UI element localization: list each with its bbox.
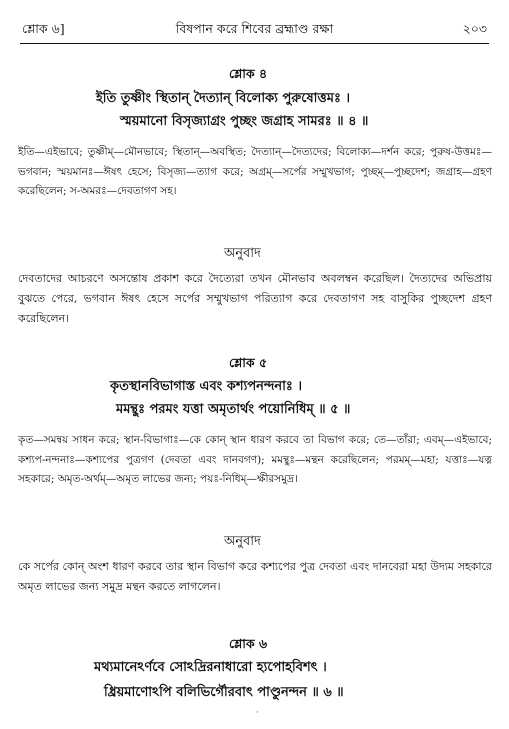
verse-4-line-2: স্ময়মানো বিসৃজ্যাগ্রং পুচ্ছং জগ্রাহ সামরঃ ॥ ৪ ॥ [120,114,369,129]
verse-4-title: শ্লোক ৪ [229,66,268,81]
page-number: ২০৩ [462,21,487,36]
verse-5-line-2: মমন্থুঃ পরমং যত্তা অমৃতার্থং পয়োনিধিম্ ॥ ৫ ॥ [116,402,351,417]
verse-5-synonyms: কৃত—সমন্বয় সাধন করে; স্থান-বিভাগাঃ—কে কোন্ স্থান ধারণ করবে তা বিভাগ করে; তে—তাঁরা; এবম্—এইভাবে; কশ্যপ-নন্দনাঃ—কশ্যপের পুত্রগণ (দেবতা এবং দানবগণ); মমন্থুঃ—মন্থন করেছিলেন; পরমম্—মহা; যত্তাঃ—যত্ন সহকারে; অমৃত-অর্থম্—অমৃত লাভের জন্য; পয়ঃ-নিধিম্—ক্ষীরসমুদ্র। [18,434,492,485]
verse-5-title: শ্লোক ৫ [229,355,268,370]
verse-5-line-1: কৃতস্থানবিভাগাস্ত এবং কশ্যপনন্দনাঃ । [110,379,303,394]
verse-6-line-1: মথ্যমানেঽর্ণবে সোঽদ্রিরনাধারো হ্যপোহবিশৎ । [94,660,327,675]
running-header [22,20,487,38]
verse-6-line-2: ধ্রিয়মাণোঽপি বলিভির্গৌরবাৎ পাণ্ডুনন্দন ॥ ৬ ॥ [104,685,344,700]
header-chapter-title: বিষপান করে শিবের ব্রহ্মাণ্ড রক্ষা [175,21,334,36]
verse-6-title: শ্লোক ৬ [229,636,268,651]
scan-mark: · [256,708,259,718]
verse-4-translation: দেবতাদের আচরণে অসন্তোষ প্রকাশ করে দৈত্যেরা তখন মৌনভাব অবলম্বন করেছিল। দৈত্যদের অভিপ্রায় বুঝতে পেরে, ভগবান ঈষৎ হেসে সর্পের সম্মুখভাগ পরিত্যাগ করে দেবতাগণ সহ বাসুকির পুচ্ছদেশ গ্রহণ করেছিলেন। [18,272,492,325]
verse-4-line-1: ইতি তুষ্ণীং স্থিতান্ দৈত্যান্ বিলোক্য পুরুষোত্তমঃ । [96,91,351,106]
header-verse-ref: শ্লোক ৬] [22,21,65,36]
verse-4-translation-heading: অনুবাদ [224,246,261,261]
header-rule [20,43,489,44]
verse-5-translation: কে সর্পের কোন্ অংশ ধারণ করবে তার স্থান বিভাগ করে কশ্যপের পুত্র দেবতা এবং দানবেরা মহা উদ্যম সহকারে অমৃত লাভের জন্য সমুদ্র মন্থন করতে লাগলেন। [18,560,492,593]
verse-5-translation-heading: অনুবাদ [224,534,261,549]
verse-4-synonyms: ইতি—এইভাবে; তুষ্ণীম্—মৌনভাবে; স্থিতান্—অবস্থিত; দৈত্যান্—দৈত্যদের; বিলোক্য—দর্শন করে; পুরুষ-উত্তমঃ—ভগবান; স্ময়মানঃ—ঈষৎ হেসে; বিসৃজ্য—ত্যাগ করে; অগ্রম্—সর্পের সম্মুখভাগ; পুচ্ছম্—পুচ্ছদেশ; জগ্রাহ—গ্রহণ করেছিলেন; স-অমরঃ—দেবতাগণ সহ। [18,146,492,197]
